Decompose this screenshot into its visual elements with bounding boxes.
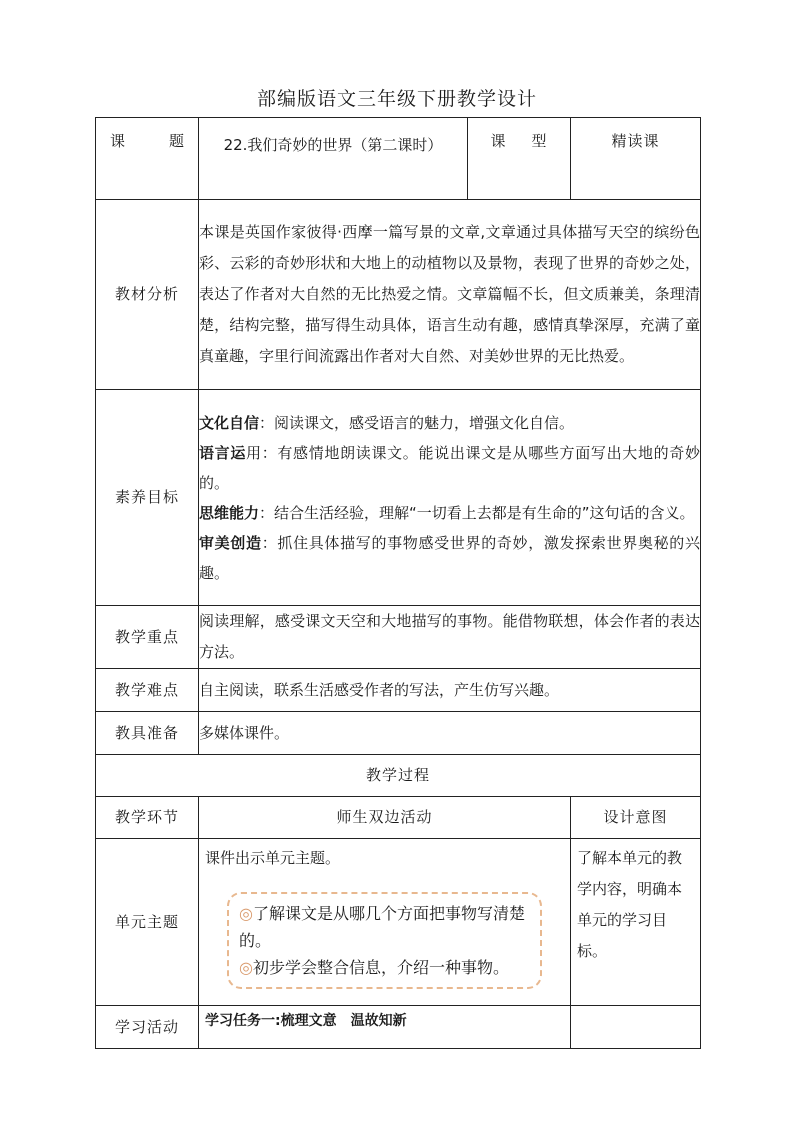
goal-head: 思维能力 — [199, 503, 260, 522]
goal-head: 语言运 — [199, 443, 247, 462]
difficulties-text: 自主阅读，联系生活感受作者的写法，产生仿写兴趣。 — [199, 669, 701, 712]
difficulties-row — [96, 669, 701, 712]
type-value: 精读课 — [571, 118, 701, 200]
goal-head: 审美创造 — [199, 533, 262, 552]
goal-item — [199, 408, 700, 438]
type-label: 课 型 — [490, 132, 548, 150]
analysis-label: 教材分析 — [96, 200, 199, 390]
materials-row — [96, 712, 701, 755]
goal-head: 文化自信 — [199, 413, 260, 432]
goal-item — [199, 528, 700, 588]
unit-theme-activity-text: 课件出示单元主题。 — [205, 849, 341, 867]
analysis-row — [96, 200, 701, 390]
goals-label: 素养目标 — [96, 390, 199, 606]
topic-value: 22.我们奇妙的世界（第二课时） — [199, 118, 468, 200]
header-intent: 设计意图 — [571, 797, 701, 839]
unit-theme-intent: 了解本单元的教学内容，明确本单元的学习目标。 — [571, 839, 701, 1006]
header-stage: 教学环节 — [96, 797, 199, 839]
key-points-row — [96, 606, 701, 669]
topic-row — [96, 118, 701, 200]
goal-item — [199, 498, 700, 528]
materials-text: 多媒体课件。 — [199, 712, 701, 755]
learning-intent — [571, 1006, 701, 1049]
learning-label: 学习活动 — [96, 1006, 199, 1049]
unit-theme-activity — [199, 839, 571, 1006]
goals-list — [199, 390, 701, 606]
goals-row — [96, 390, 701, 606]
type-label-cell — [468, 118, 571, 200]
lesson-plan-table — [95, 117, 701, 1049]
topic-label: 课 题 — [110, 132, 184, 150]
goal-text: 用：有感情地朗读课文。能说出课文是从哪些方面写出大地的奇妙的。 — [199, 443, 700, 492]
topic-label-cell — [96, 118, 199, 200]
header-activity: 师生双边活动 — [199, 797, 571, 839]
bubble-text: 了解课文是从哪几个方面把事物写清楚的。 — [239, 904, 525, 950]
bubble-item — [239, 954, 530, 981]
unit-theme-label: 单元主题 — [96, 839, 199, 1006]
materials-label: 教具准备 — [96, 712, 199, 755]
circle-bullet-icon: ◎ — [239, 904, 253, 923]
process-title: 教学过程 — [96, 755, 701, 797]
key-points-label: 教学重点 — [96, 606, 199, 669]
unit-theme-bubble — [227, 892, 542, 989]
goal-text: ：抓住具体描写的事物感受世界的奇妙，激发探索世界奥秘的兴趣。 — [199, 533, 700, 582]
learning-row — [96, 1006, 701, 1049]
goal-text: ：结合生活经验，理解“一切看上去都是有生命的”这句话的含义。 — [259, 503, 695, 522]
process-header-row — [96, 797, 701, 839]
goal-item — [199, 438, 700, 498]
bubble-item — [239, 900, 530, 954]
process-title-row — [96, 755, 701, 797]
learning-task: 学习任务一:梳理文意 温故知新 — [199, 1006, 571, 1049]
document-title: 部编版语文三年级下册教学设计 — [256, 88, 537, 110]
analysis-text: 本课是英国作家彼得·西摩一篇写景的文章,文章通过具体描写天空的缤纷色彩、云彩的奇妙形状和大地上的动植物以及景物，表现了世界的奇妙之处，表达了作者对大自然的无比热爱之情。文章篇幅不长，但文质兼美，条理清楚，结构完整，描写得生动具体，语言生动有趣，感情真挚深厚，充满了童真童趣，字里行间流露出作者对大自然、对美妙世界的无比热爱。 — [199, 200, 701, 390]
goal-text: ：阅读课文，感受语言的魅力，增强文化自信。 — [259, 413, 575, 432]
circle-bullet-icon: ◎ — [239, 958, 253, 977]
unit-theme-row — [96, 839, 701, 1006]
bubble-text: 初步学会整合信息，介绍一种事物。 — [252, 958, 509, 977]
difficulties-label: 教学难点 — [96, 669, 199, 712]
key-points-text: 阅读理解，感受课文天空和大地描写的事物。能借物联想，体会作者的表达方法。 — [199, 606, 701, 669]
